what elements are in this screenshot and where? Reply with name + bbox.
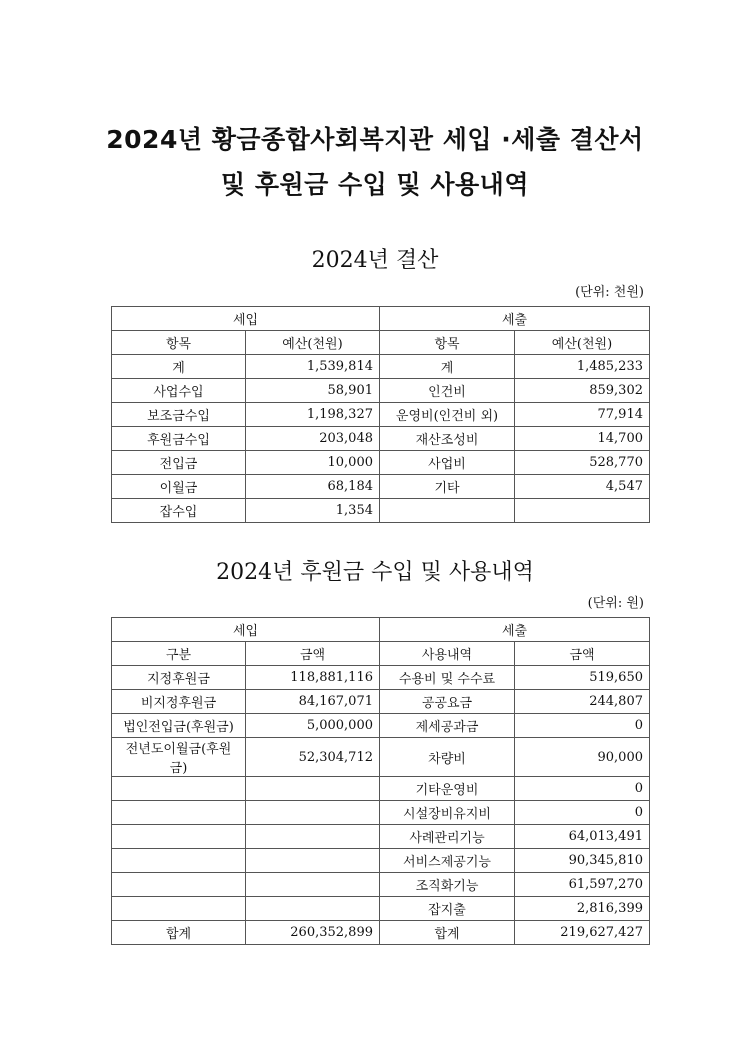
expense-item: 차량비 xyxy=(380,738,515,777)
section2-title: 2024년 후원금 수입 및 사용내역 xyxy=(216,560,534,585)
income-amount xyxy=(246,873,380,897)
expense-amount: 90,000 xyxy=(515,738,650,777)
expense-amount: 0 xyxy=(515,777,650,801)
table-row xyxy=(112,451,650,475)
income-item xyxy=(112,897,246,921)
expense-item: 기타 xyxy=(380,475,515,499)
table-row xyxy=(112,355,650,379)
expense-header: 세출 xyxy=(380,618,650,642)
col-amount: 금액 xyxy=(515,642,650,666)
expense-amount: 528,770 xyxy=(515,451,650,475)
income-amount: 1,539,814 xyxy=(246,355,380,379)
expense-item xyxy=(380,499,515,523)
col-usage: 사용내역 xyxy=(380,642,515,666)
donation-table xyxy=(111,617,650,945)
income-amount: 1,354 xyxy=(246,499,380,523)
total-row xyxy=(112,921,650,945)
income-amount: 58,901 xyxy=(246,379,380,403)
expense-amount: 859,302 xyxy=(515,379,650,403)
income-header: 세입 xyxy=(112,618,380,642)
table-row xyxy=(112,849,650,873)
income-item: 잡수입 xyxy=(112,499,246,523)
expense-amount: 2,816,399 xyxy=(515,897,650,921)
expense-header: 세출 xyxy=(380,307,650,331)
income-amount xyxy=(246,801,380,825)
table-header-row xyxy=(112,307,650,331)
expense-amount: 0 xyxy=(515,714,650,738)
income-item xyxy=(112,825,246,849)
table-row xyxy=(112,897,650,921)
table-subheader-row xyxy=(112,331,650,355)
income-item xyxy=(112,777,246,801)
col-item: 항목 xyxy=(380,331,515,355)
expense-amount: 14,700 xyxy=(515,427,650,451)
table-header-row xyxy=(112,618,650,642)
income-amount: 52,304,712 xyxy=(246,738,380,777)
expense-item: 조직화기능 xyxy=(380,873,515,897)
document-title-line1: 2024년 황금종합사회복지관 세입 ·세출 결산서 xyxy=(106,125,644,154)
col-item: 항목 xyxy=(112,331,246,355)
table-row xyxy=(112,403,650,427)
table-row xyxy=(112,690,650,714)
expense-item: 잡지출 xyxy=(380,897,515,921)
expense-item: 사례관리기능 xyxy=(380,825,515,849)
expense-item: 인건비 xyxy=(380,379,515,403)
income-item xyxy=(112,849,246,873)
income-amount: 118,881,116 xyxy=(246,666,380,690)
income-total-amount: 260,352,899 xyxy=(246,921,380,945)
expense-amount: 61,597,270 xyxy=(515,873,650,897)
table-row xyxy=(112,714,650,738)
income-item: 계 xyxy=(112,355,246,379)
income-amount: 1,198,327 xyxy=(246,403,380,427)
section2-unit: (단위: 원) xyxy=(587,596,644,611)
income-item: 지정후원금 xyxy=(112,666,246,690)
expense-item: 재산조성비 xyxy=(380,427,515,451)
table-row xyxy=(112,427,650,451)
table-row xyxy=(112,379,650,403)
section1-unit: (단위: 천원) xyxy=(575,285,644,300)
expense-total-amount: 219,627,427 xyxy=(515,921,650,945)
expense-amount: 4,547 xyxy=(515,475,650,499)
table-row xyxy=(112,666,650,690)
income-amount xyxy=(246,897,380,921)
income-item: 보조금수입 xyxy=(112,403,246,427)
income-item: 후원금수입 xyxy=(112,427,246,451)
income-item xyxy=(112,801,246,825)
table-row xyxy=(112,738,650,777)
expense-item: 사업비 xyxy=(380,451,515,475)
table-row xyxy=(112,825,650,849)
expense-amount: 77,914 xyxy=(515,403,650,427)
income-amount xyxy=(246,777,380,801)
expense-item: 시설장비유지비 xyxy=(380,801,515,825)
col-category: 구분 xyxy=(112,642,246,666)
income-amount: 10,000 xyxy=(246,451,380,475)
section1-title: 2024년 결산 xyxy=(311,248,439,273)
col-amount: 금액 xyxy=(246,642,380,666)
expense-item: 수용비 및 수수료 xyxy=(380,666,515,690)
expense-amount: 64,013,491 xyxy=(515,825,650,849)
expense-amount: 90,345,810 xyxy=(515,849,650,873)
table-row xyxy=(112,777,650,801)
expense-item: 운영비(인건비 외) xyxy=(380,403,515,427)
income-amount: 84,167,071 xyxy=(246,690,380,714)
expense-amount: 244,807 xyxy=(515,690,650,714)
income-item: 사업수입 xyxy=(112,379,246,403)
income-header: 세입 xyxy=(112,307,380,331)
col-budget: 예산(천원) xyxy=(515,331,650,355)
table-row xyxy=(112,475,650,499)
expense-amount: 519,650 xyxy=(515,666,650,690)
income-amount: 203,048 xyxy=(246,427,380,451)
expense-item: 계 xyxy=(380,355,515,379)
table-subheader-row xyxy=(112,642,650,666)
income-amount: 5,000,000 xyxy=(246,714,380,738)
col-budget: 예산(천원) xyxy=(246,331,380,355)
expense-amount: 0 xyxy=(515,801,650,825)
income-item: 전입금 xyxy=(112,451,246,475)
income-total-label: 합계 xyxy=(112,921,246,945)
expense-amount xyxy=(515,499,650,523)
income-amount xyxy=(246,849,380,873)
income-item xyxy=(112,873,246,897)
expense-total-label: 합계 xyxy=(380,921,515,945)
income-amount xyxy=(246,825,380,849)
expense-item: 기타운영비 xyxy=(380,777,515,801)
income-item: 비지정후원금 xyxy=(112,690,246,714)
income-amount: 68,184 xyxy=(246,475,380,499)
income-item: 전년도이월금(후원금) xyxy=(112,738,246,777)
table-row xyxy=(112,873,650,897)
expense-item: 공공요금 xyxy=(380,690,515,714)
settlement-table xyxy=(111,306,650,523)
income-item: 이월금 xyxy=(112,475,246,499)
table-row xyxy=(112,499,650,523)
table-row xyxy=(112,801,650,825)
income-item: 법인전입금(후원금) xyxy=(112,714,246,738)
expense-item: 서비스제공기능 xyxy=(380,849,515,873)
expense-item: 제세공과금 xyxy=(380,714,515,738)
expense-amount: 1,485,233 xyxy=(515,355,650,379)
document-title-line2: 및 후원금 수입 및 사용내역 xyxy=(221,170,529,199)
